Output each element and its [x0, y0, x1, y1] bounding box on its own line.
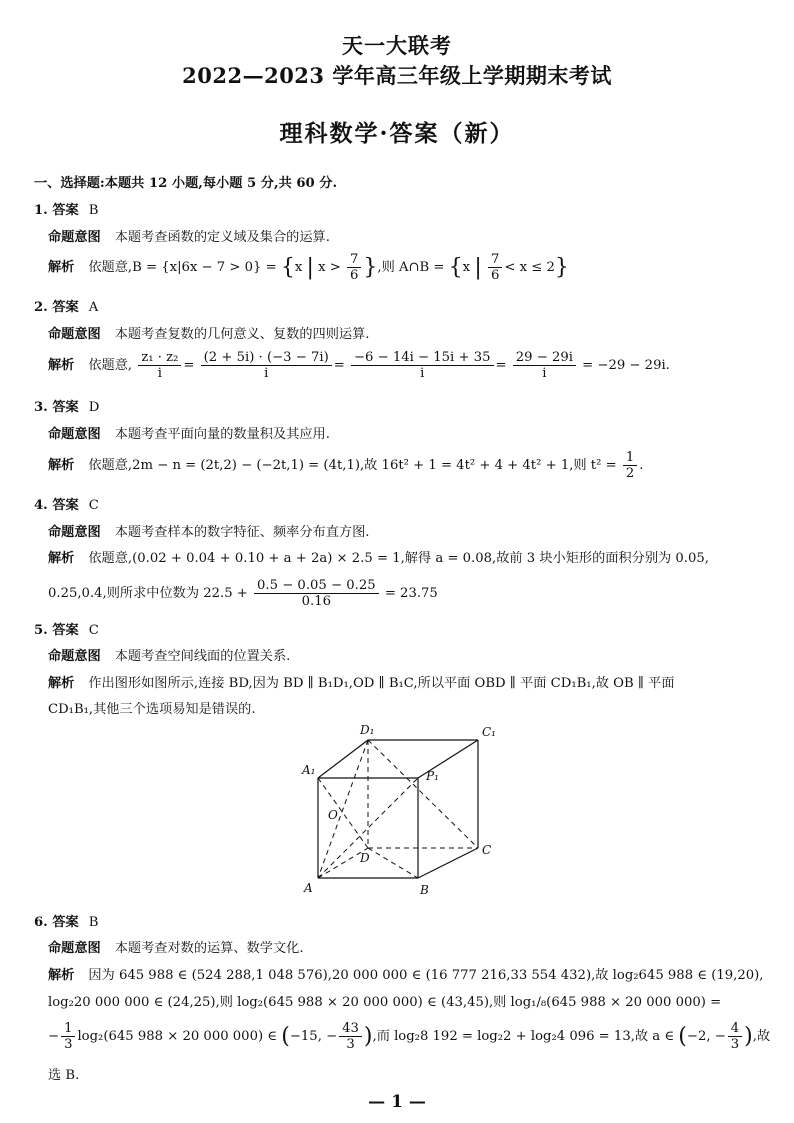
q4-analysis-label: 解析 — [48, 551, 75, 566]
q3-intent-label: 命题意图 — [48, 427, 101, 442]
q1-answer — [34, 199, 98, 218]
q6-intent — [48, 937, 304, 956]
q6-analysis-line4: 选 B. — [48, 1068, 80, 1083]
q6-interval1-left: −15, − — [289, 1029, 338, 1044]
q6-minus: − — [48, 1029, 60, 1044]
q3-frac — [623, 450, 637, 481]
brace-open: { — [448, 255, 463, 280]
label-c: C — [482, 843, 492, 857]
q3-intent-text: 本题考查平面向量的数量积及其应用. — [114, 427, 330, 442]
q5-analysis-line1: 作出图形如图所示,连接 BD,因为 BD ∥ B₁D₁,OD ∥ B₁C,所以平面 OBD ∥ 平面 CD₁B₁,故 OB ∥ 平面 — [88, 676, 675, 691]
q6-line3-mid: log₂(645 988 × 20 000 000) ∈ — [77, 1029, 278, 1044]
label-a: A — [304, 881, 313, 895]
q5-analysis-cont: CD₁B₁,其他三个选项易知是错误的. — [48, 702, 256, 717]
q6-frac3-num: 4 — [728, 1021, 742, 1037]
diag-d1-c — [368, 740, 478, 848]
q1-analysis-pre: 依题意,B = {x|6x − 7 > 0} = — [88, 260, 277, 275]
header-exam: 2022—2023 学年高三年级上学期期末考试 — [182, 63, 612, 88]
q1-set2-var: x — [462, 260, 471, 275]
q6-frac3-den: 3 — [730, 1037, 740, 1052]
q1-set1-rel: x > — [318, 260, 341, 275]
label-d: D — [360, 851, 370, 865]
q2-analysis: 解析 依题意, $\frac{\text{z₁ · z₂}}{i}$ = $\frac{(2 + 5i) \cdot (-3 - 7i)}{i}$ = $\frac{-6 - 14i - 15i + 35}{i}$ = $\frac{29 - 29i}{i}$ = −29 − 29i. — [48, 350, 670, 381]
q1-analysis-mid: ,则 A∩B = — [377, 260, 445, 275]
q2-analysis-post: = −29 − 29i. — [582, 358, 670, 373]
label-b: B — [420, 883, 429, 897]
edge-b-c — [418, 848, 478, 878]
q5-intent-text: 本题考查空间线面的位置关系. — [114, 649, 291, 664]
q4-analysis-line2-pre: 0.25,0.4,则所求中位数为 22.5 + — [48, 586, 248, 601]
q2-frac2-num: (2 + 5i) · (−3 − 7i) — [201, 350, 332, 366]
q1-frac1 — [347, 252, 361, 283]
q2-frac2 — [201, 350, 332, 381]
diag-d-b — [368, 848, 418, 878]
diag-a1-d — [318, 778, 368, 848]
set-bar: | — [306, 255, 314, 280]
label-p1: P₁ — [426, 769, 439, 783]
q2-frac2-den: i — [264, 366, 269, 381]
q4-intent-text: 本题考查样本的数字特征、频率分布直方图. — [114, 525, 370, 540]
q4-intent-label: 命题意图 — [48, 525, 101, 540]
q4-intent — [48, 521, 370, 540]
label-a1: A₁ — [302, 763, 316, 777]
brace-close: } — [554, 255, 569, 280]
q1-frac2-num: 7 — [488, 252, 502, 268]
paren-open: ( — [678, 1024, 687, 1049]
header-subject: 理科数学·答案（新） — [279, 120, 515, 147]
q6-line3-mid3: ,而 log₂8 192 = log₂2 + log₂4 096 = 13,故 a ∈ — [372, 1029, 675, 1044]
q6-intent-text: 本题考查对数的运算、数学文化. — [114, 941, 304, 956]
q4-number: 4. 答案 — [34, 498, 79, 513]
q1-number: 1. 答案 — [34, 203, 79, 218]
q6-choice: B — [88, 915, 99, 930]
q3-analysis-label: 解析 — [48, 458, 75, 473]
label-c1: C₁ — [482, 725, 496, 739]
q4-analysis-line1: 依题意,(0.02 + 0.04 + 0.10 + a + 2a) × 2.5 = 1,解得 a = 0.08,故前 3 块小矩形的面积分别为 0.05, — [88, 551, 709, 566]
q6-analysis-line1: 因为 645 988 ∈ (524 288,1 048 576),20 000 000 ∈ (16 777 216,33 554 432),故 log₂645 988 ∈ (19,20), — [88, 968, 764, 983]
q3-analysis — [48, 450, 643, 481]
q6-answer — [34, 911, 98, 930]
q6-interval2-left: −2, − — [686, 1029, 726, 1044]
q6-analysis-line3 — [48, 1021, 770, 1052]
q4-choice: C — [88, 498, 99, 513]
q2-analysis-label: 解析 — [48, 358, 75, 373]
label-d1: D₁ — [360, 723, 375, 737]
paren-close: ) — [363, 1024, 373, 1049]
set-bar: | — [474, 255, 482, 280]
q4-analysis — [48, 547, 709, 566]
q2-frac4-den: i — [542, 366, 547, 381]
q1-frac2 — [488, 252, 502, 283]
q6-analysis-line2: log₂20 000 000 ∈ (24,25),则 log₂(645 988 × 20 000 000) ∈ (43,45),则 log₁/₈(645 988 × 20 000 000) = — [48, 995, 722, 1010]
q2-frac4-num: 29 − 29i — [513, 350, 576, 366]
q3-analysis-pre: 依题意,2m − n = (2t,2) − (−2t,1) = (4t,1),故 16t² + 1 = 4t² + 4 + 4t² + 1,则 t² = — [88, 458, 617, 473]
q3-analysis-post: . — [639, 458, 644, 473]
q2-frac1-num: z₁ · z₂ — [138, 350, 181, 366]
q1-set2-rel: < x ≤ 2 — [504, 260, 555, 275]
q6-frac2-den: 3 — [346, 1037, 355, 1052]
paren-close: ) — [744, 1024, 753, 1049]
q1-choice: B — [88, 203, 99, 218]
cube-figure — [300, 722, 500, 902]
page-number: — 1 — — [368, 1092, 426, 1112]
q2-frac3-den: i — [420, 366, 425, 381]
q1-frac2-den: 6 — [490, 268, 500, 283]
header-org: 天一大联考 — [342, 33, 452, 58]
q6-frac1 — [61, 1021, 75, 1052]
q2-intent-text: 本题考查复数的几何意义、复数的四则运算. — [114, 327, 370, 342]
q5-analysis-label: 解析 — [48, 676, 75, 691]
q1-frac1-den: 6 — [350, 268, 359, 283]
q6-frac2 — [339, 1021, 362, 1052]
q2-choice: A — [88, 300, 99, 315]
q6-frac3 — [728, 1021, 742, 1052]
q2-frac3-num: −6 − 14i − 15i + 35 — [351, 350, 494, 366]
q5-intent — [48, 645, 290, 664]
q5-number: 5. 答案 — [34, 623, 79, 638]
q5-choice: C — [88, 623, 99, 638]
q3-intent — [48, 423, 330, 442]
q6-analysis — [48, 964, 763, 983]
q3-answer — [34, 396, 99, 415]
paren-open: ( — [281, 1024, 290, 1049]
q6-number: 6. 答案 — [34, 915, 79, 930]
brace-close: } — [363, 255, 378, 280]
q6-frac1-den: 3 — [64, 1037, 73, 1052]
q6-frac2-num: 43 — [339, 1021, 362, 1037]
q3-choice: D — [88, 400, 100, 415]
q2-frac1-den: i — [157, 366, 162, 381]
q3-frac-den: 2 — [625, 466, 635, 481]
q6-intent-label: 命题意图 — [48, 941, 101, 956]
q5-intent-label: 命题意图 — [48, 649, 101, 664]
q4-analysis-cont — [48, 578, 438, 609]
q4-answer — [34, 494, 99, 513]
q2-frac1 — [138, 350, 181, 381]
q2-answer — [34, 296, 98, 315]
q2-frac3 — [351, 350, 494, 381]
label-o: O — [328, 808, 338, 822]
q4-analysis-line2-post: = 23.75 — [384, 586, 438, 601]
q6-frac1-num: 1 — [61, 1021, 75, 1037]
q1-intent — [48, 226, 330, 245]
q1-frac1-num: 7 — [347, 252, 361, 268]
section-heading: 一、选择题:本题共 12 小题,每小题 5 分,共 60 分. — [34, 176, 338, 191]
edge-a1-d1 — [318, 740, 368, 778]
q1-intent-text: 本题考查函数的定义域及集合的运算. — [114, 230, 330, 245]
q3-frac-num: 1 — [623, 450, 637, 466]
q4-frac-num: 0.5 − 0.05 − 0.25 — [254, 578, 379, 594]
q1-analysis — [48, 252, 569, 283]
q4-frac — [254, 578, 379, 609]
q2-number: 2. 答案 — [34, 300, 79, 315]
q1-analysis-label: 解析 — [48, 260, 75, 275]
q1-intent-label: 命题意图 — [48, 230, 101, 245]
q6-line3-post: ,故 — [752, 1029, 771, 1044]
q2-intent — [48, 323, 370, 342]
q3-number: 3. 答案 — [34, 400, 79, 415]
q5-answer — [34, 619, 99, 638]
q1-set1-var: x — [294, 260, 303, 275]
q6-analysis-label: 解析 — [48, 968, 75, 983]
q5-analysis — [48, 672, 675, 691]
q2-intent-label: 命题意图 — [48, 327, 101, 342]
q4-frac-den: 0.16 — [301, 594, 331, 609]
q2-frac4 — [513, 350, 576, 381]
brace-open: { — [280, 255, 295, 280]
q2-analysis-pre: 依题意, — [88, 358, 133, 373]
